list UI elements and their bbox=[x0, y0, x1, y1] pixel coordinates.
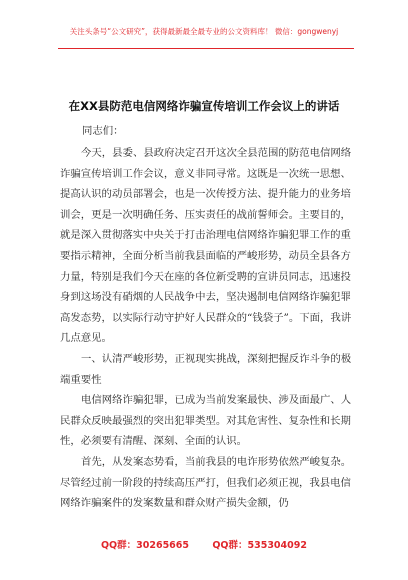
footer-qq-group-1: QQ群：30265665 bbox=[100, 540, 190, 551]
header-divider bbox=[58, 48, 354, 49]
footer-contacts bbox=[0, 537, 408, 551]
paragraph-situation: 首先，从发案态势看，当前我县的电诈形势依然严峻复杂。尽管经过前一阶段的持续高压严打，但我们必须正视，我县电信网络诈骗案件的发案数量和群众财产损失金额，仍 bbox=[60, 456, 352, 510]
section-heading-1: 一、认清严峻形势，正视现实挑战，深刻把握反诈斗争的极端重要性 bbox=[60, 353, 352, 386]
paragraph-intro: 今天，县委、县政府决定召开这次全县范围的防范电信网络诈骗宣传培训工作会议，意义非同寻常。这既是一次统一思想、提高认识的动员部署会，也是一次传授方法、提升能力的业务培训会，更是一次明确任务、压实责任的战前誓师会。主要目的，就是深入贯彻落实中央关于打击治理电信网络诈骗犯罪工作的重要指示精神，全面分析当前我县面临的严峻形势，动员全县各方力量，特别是我们今天在座的各位新受聘的宣讲员同志，迅速投身到这场没有硝烟的人民战争中去，坚决遏制电信网络诈骗犯罪高发态势，以实际行动守护好人民群众的“钱袋子”。下面，我讲几点意见。 bbox=[60, 147, 352, 345]
salutation: 同志们： bbox=[82, 125, 124, 137]
paragraph-crime-overview: 电信网络诈骗犯罪，已成为当前发案最快、涉及面最广、人民群众反映最强烈的突出犯罪类型。对其危害性、复杂性和长期性，必须要有清醒、深刻、全面的认识。 bbox=[60, 394, 352, 448]
document-title: 在XX县防范电信网络诈骗宣传培训工作会议上的讲话 bbox=[68, 99, 340, 113]
header-banner: 关注头条号“公文研究”，获得最新最全最专业的公文资料库！ 微信：gongwenyj bbox=[69, 27, 339, 36]
footer-qq-group-2: QQ群：535304092 bbox=[212, 540, 307, 551]
